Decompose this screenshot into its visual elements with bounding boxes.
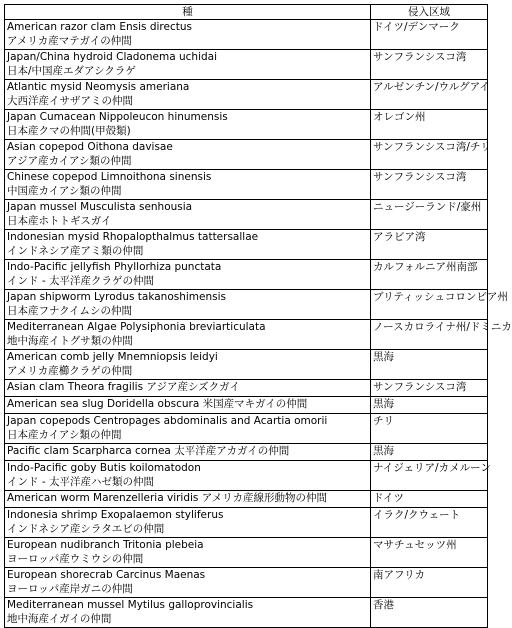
species-name-ja: アメリカ産櫛クラゲの仲間 — [7, 365, 133, 377]
table-row — [5, 200, 488, 230]
species-cell — [5, 320, 371, 350]
species-cell — [5, 230, 371, 260]
region-cell: サンフランシスコ湾 — [371, 170, 488, 200]
species-cell — [5, 200, 371, 230]
table-header-row — [5, 5, 488, 20]
species-cell — [5, 461, 371, 491]
species-name-ja: 日本産フナクイムシの仲間 — [7, 305, 133, 317]
species-name: Japan/China hydroid Cladonema uchidai — [7, 51, 218, 63]
species-cell — [5, 491, 371, 508]
species-cell — [5, 397, 371, 414]
table-row — [5, 80, 488, 110]
species-name: Chinese copepod Limnoithona sinensis — [7, 171, 212, 183]
table-row — [5, 538, 488, 568]
table-row — [5, 50, 488, 80]
species-cell — [5, 20, 371, 50]
species-name: American razor clam Ensis directus — [7, 21, 192, 33]
species-cell — [5, 260, 371, 290]
species-name: Japan Cumacean Nippoleucon hinumensis — [7, 111, 228, 123]
species-cell — [5, 568, 371, 598]
species-name-ja: 中国産カイアシ類の仲間 — [7, 185, 122, 197]
region-cell: イラク/クウェート — [371, 508, 488, 538]
species-name: Atlantic mysid Neomysis ameriana — [7, 81, 190, 93]
species-name: American sea slug Doridella obscura 米国産マキガイの仲間 — [7, 398, 308, 410]
region-cell: マサチュセッツ州 — [371, 538, 488, 568]
species-name-ja: 地中海産イガイの仲間 — [7, 613, 112, 625]
species-name: European shorecrab Carcinus Maenas — [7, 569, 206, 581]
region-cell: サンフランシスコ湾 — [371, 380, 488, 397]
species-cell — [5, 538, 371, 568]
species-cell — [5, 444, 371, 461]
table-row — [5, 230, 488, 260]
region-cell: ドイツ/デンマーク — [371, 20, 488, 50]
species-name: Japan shipworm Lyrodus takanoshimensis — [7, 291, 226, 303]
species-name-ja: 日本/中国産エダアシクラゲ — [7, 65, 136, 77]
species-name-ja: ヨーロッパ産ウミウシの仲間 — [7, 553, 144, 565]
region-cell: ノースカロライナ州/ドミニカ — [371, 320, 488, 350]
species-name-ja: 日本産カイアシ類の仲間 — [7, 429, 122, 441]
species-cell — [5, 140, 371, 170]
species-name-ja: 日本産ホトトギスガイ — [7, 215, 112, 227]
region-cell: 香港 — [371, 598, 488, 628]
table-row — [5, 598, 488, 628]
species-name: Asian copepod Oithona davisae — [7, 141, 173, 153]
species-name-ja: インドネシア産シラタエビの仲間 — [7, 523, 165, 535]
species-invasion-table — [4, 4, 512, 628]
table-row — [5, 140, 488, 170]
table-row — [5, 568, 488, 598]
species-name-ja: アジア産カイアシ類の仲間 — [7, 155, 132, 167]
species-name-ja: 大西洋産イサザアミの仲間 — [7, 95, 133, 107]
species-name-ja: インド - 太平洋産クラゲの仲間 — [7, 275, 154, 287]
region-cell: チリ — [371, 414, 488, 444]
table-row — [5, 170, 488, 200]
species-name: Japan copepods Centropages abdominalis and Acartia omorii — [7, 415, 328, 427]
table-row — [5, 461, 488, 491]
species-cell — [5, 380, 371, 397]
species-name: Indonesian mysid Rhopalopthalmus tattersallae — [7, 231, 259, 243]
species-cell — [5, 290, 371, 320]
species-name: Asian clam Theora fragilis アジア産シズクガイ — [7, 381, 240, 393]
species-name-ja: 地中海産イトグサ類の仲間 — [7, 335, 133, 347]
region-cell: カルフォルニア州南部 — [371, 260, 488, 290]
species-name: American worm Marenzelleria viridis アメリカ産線形動物の仲間 — [7, 492, 328, 504]
species-name: Indo-Pacific jellyfish Phyllorhiza punctata — [7, 261, 222, 273]
table-row — [5, 260, 488, 290]
region-cell: 黒海 — [371, 444, 488, 461]
region-cell: オレゴン州 — [371, 110, 488, 140]
species-cell — [5, 350, 371, 380]
region-cell: ナイジェリア/カメルーン — [371, 461, 488, 491]
region-cell: 南アフリカ — [371, 568, 488, 598]
header-species: 種 — [5, 5, 371, 20]
species-name-ja: インドネシア産アミ類の仲間 — [7, 245, 144, 257]
species-name-ja: ヨーロッパ産岸ガニの仲間 — [7, 583, 133, 595]
region-cell: アルゼンチン/ウルグアイ — [371, 80, 488, 110]
region-cell: 黒海 — [371, 350, 488, 380]
species-name: Japan mussel Musculista senhousia — [7, 201, 193, 213]
region-cell: アラビア湾 — [371, 230, 488, 260]
table-row — [5, 320, 488, 350]
table-row — [5, 290, 488, 320]
table-row — [5, 380, 488, 397]
table-body — [5, 20, 512, 628]
table-row — [5, 508, 488, 538]
species-name-ja: インド - 太平洋産ハゼ類の仲間 — [7, 476, 154, 488]
species-name: Indo-Pacific goby Butis koilomatodon — [7, 462, 201, 474]
table-row — [5, 397, 488, 414]
table-row — [5, 444, 488, 461]
species-cell — [5, 508, 371, 538]
table-row — [5, 414, 488, 444]
species-name: Pacific clam Scarpharca cornea 太平洋産アカガイの仲間 — [7, 445, 290, 457]
region-cell: ブリティッシュコロンビア州 — [371, 290, 488, 320]
table-row — [5, 110, 488, 140]
table-row — [5, 350, 488, 380]
species-cell — [5, 170, 371, 200]
species-name: Mediterranean Algae Polysiphonia breviarticulata — [7, 321, 266, 333]
species-name: Indonesia shrimp Exopalaemon styliferus — [7, 509, 224, 521]
species-name: Mediterranean mussel Mytilus galloprovincialis — [7, 599, 254, 611]
species-cell — [5, 598, 371, 628]
table-row — [5, 491, 488, 508]
table-row — [5, 20, 488, 50]
region-cell: ドイツ — [371, 491, 488, 508]
species-name-ja: アメリカ産マテガイの仲間 — [7, 35, 132, 47]
species-cell — [5, 80, 371, 110]
region-cell: サンフランシスコ湾 — [371, 50, 488, 80]
region-cell: 黒海 — [371, 397, 488, 414]
region-cell: ニュージーランド/豪州 — [371, 200, 488, 230]
species-cell — [5, 414, 371, 444]
species-cell — [5, 50, 371, 80]
species-name: American comb jelly Mnemniopsis leidyi — [7, 351, 218, 363]
species-name-ja: 日本産クマの仲間(甲殻類) — [7, 125, 131, 137]
region-cell: サンフランシスコ湾/チリ — [371, 140, 488, 170]
header-region: 侵入区域 — [371, 5, 488, 20]
species-cell — [5, 110, 371, 140]
species-name: European nudibranch Tritonia plebeia — [7, 539, 204, 551]
